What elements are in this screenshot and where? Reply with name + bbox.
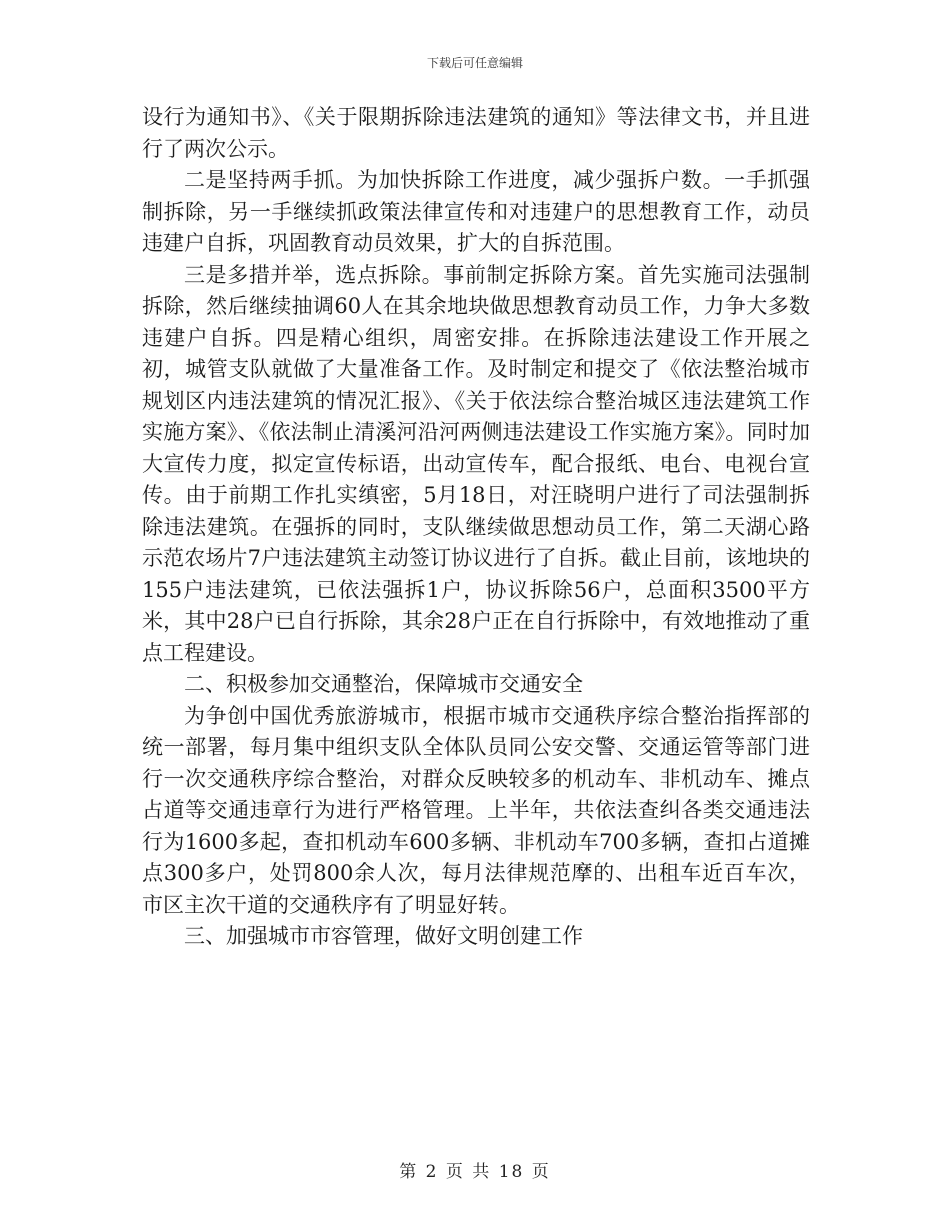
paragraph-2: 二是坚持两手抓。为加快拆除工作进度，减少强拆户数。一手抓强制拆除，另一手继续抓政策法律宣传和对违建户的思想教育工作，动员违建户自拆，巩固教育动员效果，扩大的自拆范围。 xyxy=(142,168,810,255)
page-footer: 第 2 页 共 18 页 xyxy=(399,1162,551,1182)
page-header: 下载后可任意编辑 xyxy=(426,56,523,70)
document-body xyxy=(142,102,810,953)
section-heading-2: 二、积极参加交通整治，保障城市交通安全 xyxy=(184,672,583,696)
paragraph-3: 三是多措并举，选点拆除。事前制定拆除方案。首先实施司法强制拆除，然后继续抽调60人在其余地块做思想教育动员工作，力争大多数违建户自拆。四是精心组织，周密安排。在拆除违法建设工作开展之初，城管支队就做了大量准备工作。及时制定和提交了《依法整治城市规划区内违法建筑的情况汇报》、《关于依法综合整治城区违法建筑工作实施方案》、《依法制止清溪河沿河两侧违法建设工作实施方案》。同时加大宣传力度，拟定宣传标语，出动宣传车，配合报纸、电台、电视台宣传。由于前期工作扎实缜密，5月18日，对汪晓明户进行了司法强制拆除违法建筑。在强拆的同时，支队继续做思想动员工作，第二天湖心路示范农场片7户违法建筑主动签订协议进行了自拆。截止目前，该地块的155户违法建筑，已依法强拆1户，协议拆除56户，总面积3500平方米，其中28户已自行拆除，其余28户正在自行拆除中，有效地推动了重点工程建设。 xyxy=(142,262,810,665)
section-heading-3: 三、加强城市市容管理，做好文明创建工作 xyxy=(184,924,583,948)
paragraph-1: 设行为通知书》、《关于限期拆除违法建筑的通知》等法律文书，并且进行了两次公示。 xyxy=(142,105,810,161)
paragraph-4: 为争创中国优秀旅游城市，根据市城市交通秩序综合整治指挥部的统一部署，每月集中组织支队全体队员同公安交警、交通运管等部门进行一次交通秩序综合整治，对群众反映较多的机动车、非机动车、摊点占道等交通违章行为进行严格管理。上半年，共依法查纠各类交通违法行为1600多起，查扣机动车600多辆、非机动车700多辆，查扣占道摊点300多户，处罚800余人次，每月法律规范摩的、出租车近百车次，市区主次干道的交通秩序有了明显好转。 xyxy=(142,703,810,917)
